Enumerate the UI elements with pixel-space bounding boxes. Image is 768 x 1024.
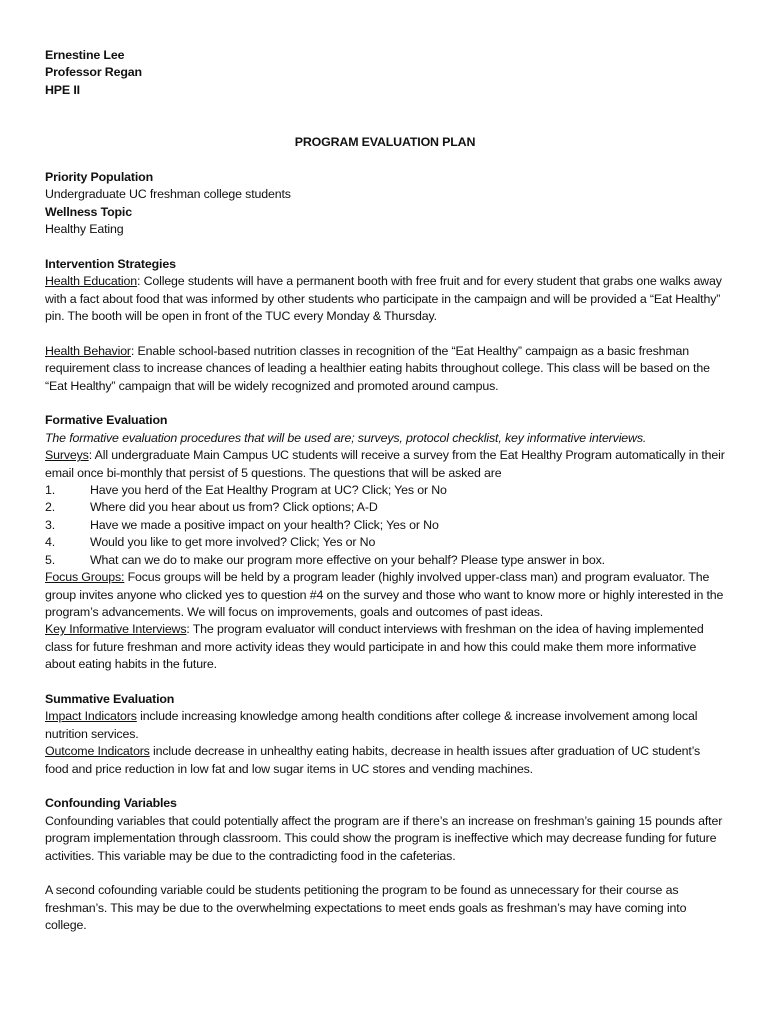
- surveys-text: : All undergraduate Main Campus UC students will receive a survey from the Eat Healthy Program automatically in their email once bi-monthly that persist of 5 questions. The questions that will be asked are: [45, 448, 725, 480]
- health-behavior-label: Health Behavior: [45, 343, 131, 358]
- priority-population-heading: Priority Population: [45, 169, 153, 184]
- confounding-paragraph-1: Confounding variables that could potentially affect the program are if there’s an increase on freshman’s gaining 15 pounds after program implementation through classroom. This could show the program is ineffective which may decrease funding for future activities. This variable may be due to the contradicting food in the cafeterias.: [45, 813, 723, 863]
- confounding-paragraph-2: A second cofounding variable could be students petitioning the program to be found as unnecessary for their course as freshman’s. This may be due to the overwhelming expectations to meet ends goals as freshman’s may have coming into college.: [45, 883, 687, 933]
- list-item: [45, 499, 725, 516]
- formative-intro: The formative evaluation procedures that will be used are; surveys, protocol checklist, key informative interviews.: [45, 430, 647, 445]
- list-text: Where did you hear about us from? Click options; A-D: [90, 500, 378, 515]
- surveys-paragraph: [45, 447, 725, 482]
- confounding-heading: Confounding Variables: [45, 796, 177, 811]
- professor-name: Professor Regan: [45, 65, 142, 80]
- list-item: [45, 534, 725, 551]
- focus-groups-text: Focus groups will be held by a program leader (highly involved upper-class man) and program evaluator. The group invites anyone who clicked yes to question #4 on the survey and those who want to know more or highly interested in the program’s advancements. We will focus on improvements, goals and outcomes of past ideas.: [45, 570, 724, 619]
- list-text: Have we made a positive impact on your health? Click; Yes or No: [90, 517, 439, 532]
- list-text: Have you herd of the Eat Healthy Program at UC? Click; Yes or No: [90, 483, 447, 498]
- list-item: [45, 517, 725, 534]
- list-number: 1.: [45, 483, 56, 498]
- list-number: 4.: [45, 535, 56, 550]
- list-number: 5.: [45, 552, 56, 567]
- list-item: [45, 482, 725, 499]
- impact-label: Impact Indicators: [45, 709, 137, 724]
- outcome-paragraph: [45, 743, 725, 778]
- impact-paragraph: [45, 708, 725, 743]
- focus-groups-label: Focus Groups:: [45, 570, 125, 585]
- interviews-label: Key Informative Interviews: [45, 622, 187, 637]
- wellness-topic-text: Healthy Eating: [45, 222, 124, 237]
- interviews-text: : The program evaluator will conduct interviews with freshman on the idea of having implemented class for future freshman and more activity ideas they would participate in and how this could make them more informative about eating habits in the future.: [45, 622, 704, 672]
- document-page: [45, 47, 725, 935]
- summative-heading: Summative Evaluation: [45, 691, 175, 706]
- survey-question-list: [45, 482, 725, 569]
- health-education-label: Health Education: [45, 274, 137, 289]
- health-education-text: : College students will have a permanent booth with free fruit and for every student that grabs one walks away with a fact about food that was informed by other students who participate in the campaign and will be provided a “Eat Healthy” pin. The booth will be open in front of the TUC every Monday & Thursday.: [45, 274, 722, 324]
- list-number: 2.: [45, 500, 56, 515]
- surveys-label: Surveys: [45, 448, 89, 463]
- priority-population-text: Undergraduate UC freshman college students: [45, 187, 291, 202]
- list-item: [45, 552, 725, 569]
- author-name: Ernestine Lee: [45, 48, 125, 62]
- wellness-topic-heading: Wellness Topic: [45, 204, 132, 219]
- health-education-paragraph: [45, 273, 725, 325]
- outcome-label: Outcome Indicators: [45, 744, 150, 759]
- focus-groups-paragraph: [45, 569, 725, 621]
- interviews-paragraph: [45, 621, 725, 673]
- impact-text: include increasing knowledge among health conditions after college & increase involvement among local nutrition services.: [45, 709, 698, 741]
- list-number: 3.: [45, 517, 56, 532]
- list-text: What can we do to make our program more effective on your behalf? Please type answer in box.: [90, 552, 605, 567]
- document-title: PROGRAM EVALUATION PLAN: [294, 135, 476, 149]
- outcome-text: include decrease in unhealthy eating habits, decrease in health issues after graduation of UC student’s food and price reduction in low fat and low sugar items in UC stores and vending machines.: [45, 744, 701, 776]
- list-text: Would you like to get more involved? Click; Yes or No: [90, 535, 376, 550]
- course-name: HPE II: [45, 82, 80, 97]
- health-behavior-paragraph: [45, 343, 725, 395]
- intervention-heading: Intervention Strategies: [45, 256, 176, 271]
- health-behavior-text: : Enable school-based nutrition classes in recognition of the “Eat Healthy” campaign as a basic freshman requirement class to increase chances of leading a healthier eating habits throughout college. This class will be based on the “Eat Healthy” campaign that will be widely recognized and promoted around campus.: [45, 343, 710, 393]
- formative-heading: Formative Evaluation: [45, 413, 168, 428]
